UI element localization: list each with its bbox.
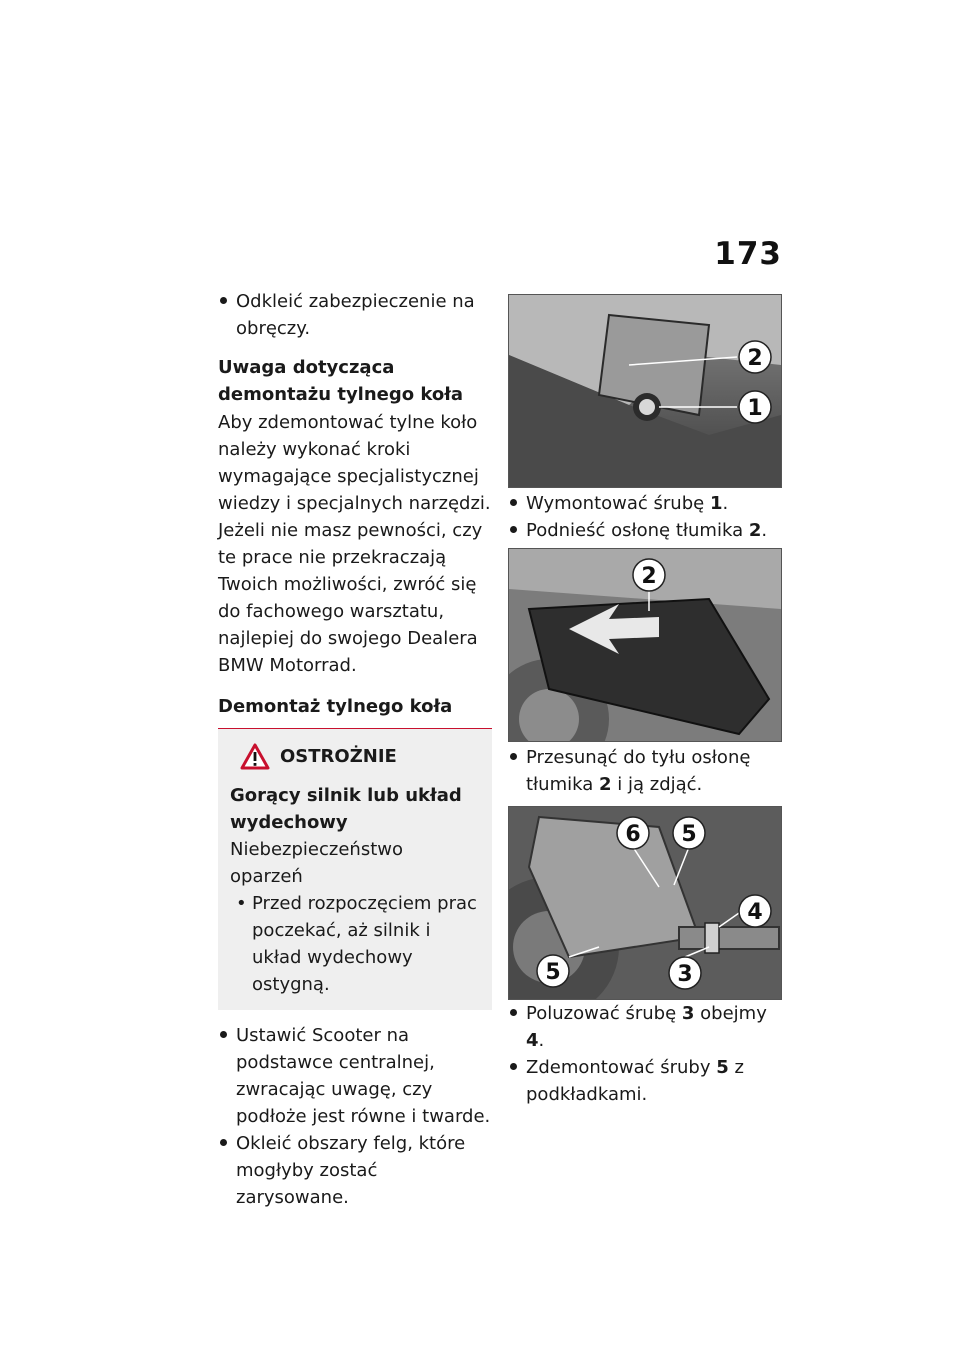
list-item: Poluzować śrubę 3 obejmy 4. <box>508 1000 782 1054</box>
page-number: 173 <box>714 236 782 272</box>
warning-header <box>230 743 480 770</box>
photo-illustration <box>509 549 781 741</box>
section-heading: Demontaż tylnego koła <box>218 696 453 717</box>
callout-label: 2 <box>641 564 657 589</box>
figure-exhaust-clamp <box>508 806 782 1000</box>
callout-label: 4 <box>747 900 763 925</box>
steps-block-2 <box>508 744 782 798</box>
callout-label: 6 <box>625 822 641 847</box>
warning-title: Gorący silnik lub układ wydechowy <box>230 785 462 833</box>
list-item: Ustawić Scooter na podstawce centralnej, zwracając uwagę, czy podłoże jest równe i twarde. <box>218 1022 492 1130</box>
paragraph: Aby zdemontować tylne koło należy wykonać kroki wymagające specjalistycznej wiedzy i specjalnych narzędzi. Jeżeli nie masz pewności, czy te prace nie przekraczają Twoich możliwości, zwróć się do fachowego warsztatu, najlepiej do swojego Dealera BMW Motorrad. <box>218 412 491 676</box>
callout-label: 3 <box>677 962 693 987</box>
list-item: Zdemontować śruby 5 z podkładkami. <box>508 1054 782 1108</box>
warning-item: • Przed rozpoczęciem prac poczekać, aż silnik i układ wydechowy ostygną. <box>230 890 480 998</box>
section-heading: Uwaga dotycząca demontażu tylnego koła <box>218 357 464 405</box>
list-item: Podnieść osłonę tłumika 2. <box>508 517 782 544</box>
steps-block-1 <box>508 490 782 544</box>
callout-label: 5 <box>681 822 697 847</box>
list-item: Odkleić zabezpieczenie na obręczy. <box>218 288 492 342</box>
list-item: Przesunąć do tyłu osłonę tłumika 2 i ją zdjąć. <box>508 744 782 798</box>
warning-box <box>218 729 492 1010</box>
warning-triangle-icon <box>240 743 270 770</box>
figure-muffler-cover-removal <box>508 548 782 742</box>
callout-label: 1 <box>747 396 763 421</box>
steps-block-3 <box>508 1000 782 1108</box>
photo-illustration <box>509 807 781 999</box>
warning-text: Niebezpieczeństwo oparzeń <box>230 839 403 887</box>
photo-illustration <box>509 295 781 487</box>
left-column <box>218 288 492 1211</box>
list-item: Wymontować śrubę 1. <box>508 490 782 517</box>
list-item: Okleić obszary felg, które mogłyby zostać zarysowane. <box>218 1130 492 1211</box>
callout-label: 5 <box>545 960 561 985</box>
warning-label: OSTROŻNIE <box>280 746 397 767</box>
callout-label: 2 <box>747 346 763 371</box>
figure-muffler-cover-screws <box>508 294 782 488</box>
